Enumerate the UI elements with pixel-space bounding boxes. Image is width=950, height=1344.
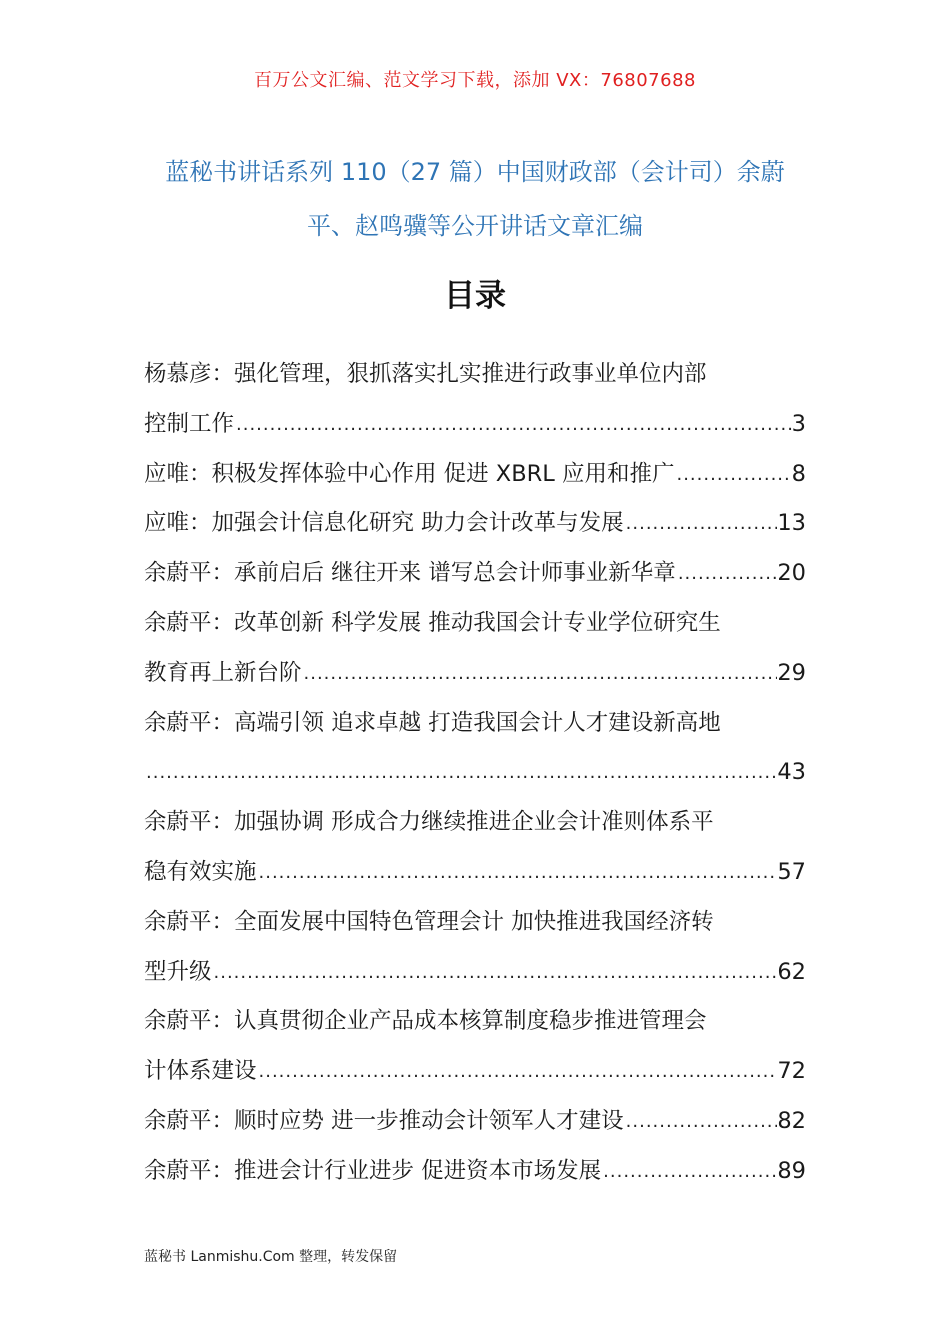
toc-entry-line — [144, 1147, 806, 1197]
toc-entry-text: 余蔚平：顺时应势 进一步推动会计领军人才建设 — [144, 1107, 624, 1134]
document-title — [110, 145, 840, 253]
toc-entry-text: 教育再上新台阶 — [144, 659, 302, 686]
toc-entry-text: 计体系建设 — [144, 1058, 257, 1085]
toc-leader-dots — [601, 1147, 777, 1197]
toc-entry-text: 稳有效实施 — [144, 858, 257, 885]
toc-entry[interactable] — [144, 549, 806, 599]
toc-entry[interactable] — [144, 1147, 806, 1197]
toc-entry-line — [144, 748, 806, 798]
toc-leader-dots — [144, 748, 777, 798]
toc-entry-line: 余蔚平：高端引领 追求卓越 打造我国会计人才建设新高地 — [144, 709, 721, 736]
toc-entry-text: 应唯：加强会计信息化研究 助力会计改革与发展 — [144, 510, 624, 537]
toc-entry[interactable] — [144, 1097, 806, 1147]
toc-entry-line — [144, 450, 806, 500]
toc-entry-line — [144, 400, 806, 450]
toc-entry-line — [144, 649, 806, 699]
toc-entry-line — [144, 948, 806, 998]
toc-entry-text: 余蔚平：推进会计行业进步 促进资本市场发展 — [144, 1157, 602, 1184]
toc-leader-dots — [302, 649, 778, 699]
toc-leader-dots — [257, 848, 778, 898]
toc-entry-text: 余蔚平：承前启后 继往开来 谱写总会计师事业新华章 — [144, 560, 676, 587]
promo-banner: 百万公文汇编、范文学习下载，添加 VX：76807688 — [254, 70, 696, 91]
toc-page-number: 43 — [777, 759, 806, 786]
toc-entry-line — [144, 1097, 806, 1147]
toc-leader-dots — [257, 1047, 778, 1097]
toc-entry[interactable] — [144, 699, 806, 799]
toc-entry-line — [144, 848, 806, 898]
toc-page-number: 20 — [777, 560, 806, 587]
toc-page-number: 57 — [777, 858, 806, 885]
toc-leader-dots — [624, 1097, 778, 1147]
toc-heading: 目录 — [444, 278, 506, 314]
toc-page-number: 89 — [777, 1157, 806, 1184]
toc-page-number: 3 — [791, 410, 806, 437]
toc-entry[interactable] — [144, 997, 806, 1097]
toc-entry[interactable] — [144, 898, 806, 998]
toc-page-number: 8 — [791, 460, 806, 487]
toc-entry-text: 型升级 — [144, 958, 212, 985]
toc-entry[interactable] — [144, 450, 806, 500]
toc-leader-dots — [674, 450, 791, 500]
table-of-contents — [144, 350, 806, 1197]
toc-leader-dots — [212, 948, 778, 998]
toc-entry-line: 杨慕彦：强化管理，狠抓落实扎实推进行政事业单位内部 — [144, 361, 707, 387]
toc-entry-line: 余蔚平：全面发展中国特色管理会计 加快推进我国经济转 — [144, 908, 714, 935]
toc-entry-line — [144, 1047, 806, 1097]
document-title-line-1: 蓝秘书讲话系列 110（27 篇）中国财政部（会计司）余蔚 — [165, 158, 785, 186]
toc-entry-text: 控制工作 — [144, 410, 235, 437]
toc-entry-text: 应唯：积极发挥体验中心作用 促进 XBRL 应用和推广 — [144, 460, 675, 487]
toc-leader-dots — [624, 499, 778, 549]
toc-page-number: 72 — [777, 1058, 806, 1085]
document-title-line-2: 平、赵鸣骥等公开讲话文章汇编 — [307, 212, 643, 240]
toc-leader-dots — [234, 400, 792, 450]
toc-entry-line: 余蔚平：加强协调 形成合力继续推进企业会计准则体系平 — [144, 809, 714, 836]
page-footer: 蓝秘书 Lanmishu.Com 整理，转发保留 — [144, 1249, 398, 1265]
toc-entry-line — [144, 549, 806, 599]
toc-leader-dots — [676, 549, 778, 599]
toc-entry[interactable] — [144, 499, 806, 549]
toc-entry-line — [144, 499, 806, 549]
toc-entry-line: 余蔚平：改革创新 科学发展 推动我国会计专业学位研究生 — [144, 609, 721, 636]
toc-entry[interactable] — [144, 798, 806, 898]
toc-entry[interactable] — [144, 599, 806, 699]
toc-page-number: 82 — [777, 1107, 806, 1134]
toc-page-number: 62 — [777, 958, 806, 985]
toc-page-number: 13 — [777, 510, 806, 537]
toc-entry[interactable] — [144, 350, 806, 450]
toc-page-number: 29 — [777, 659, 806, 686]
toc-entry-line: 余蔚平：认真贯彻企业产品成本核算制度稳步推进管理会 — [144, 1008, 707, 1035]
